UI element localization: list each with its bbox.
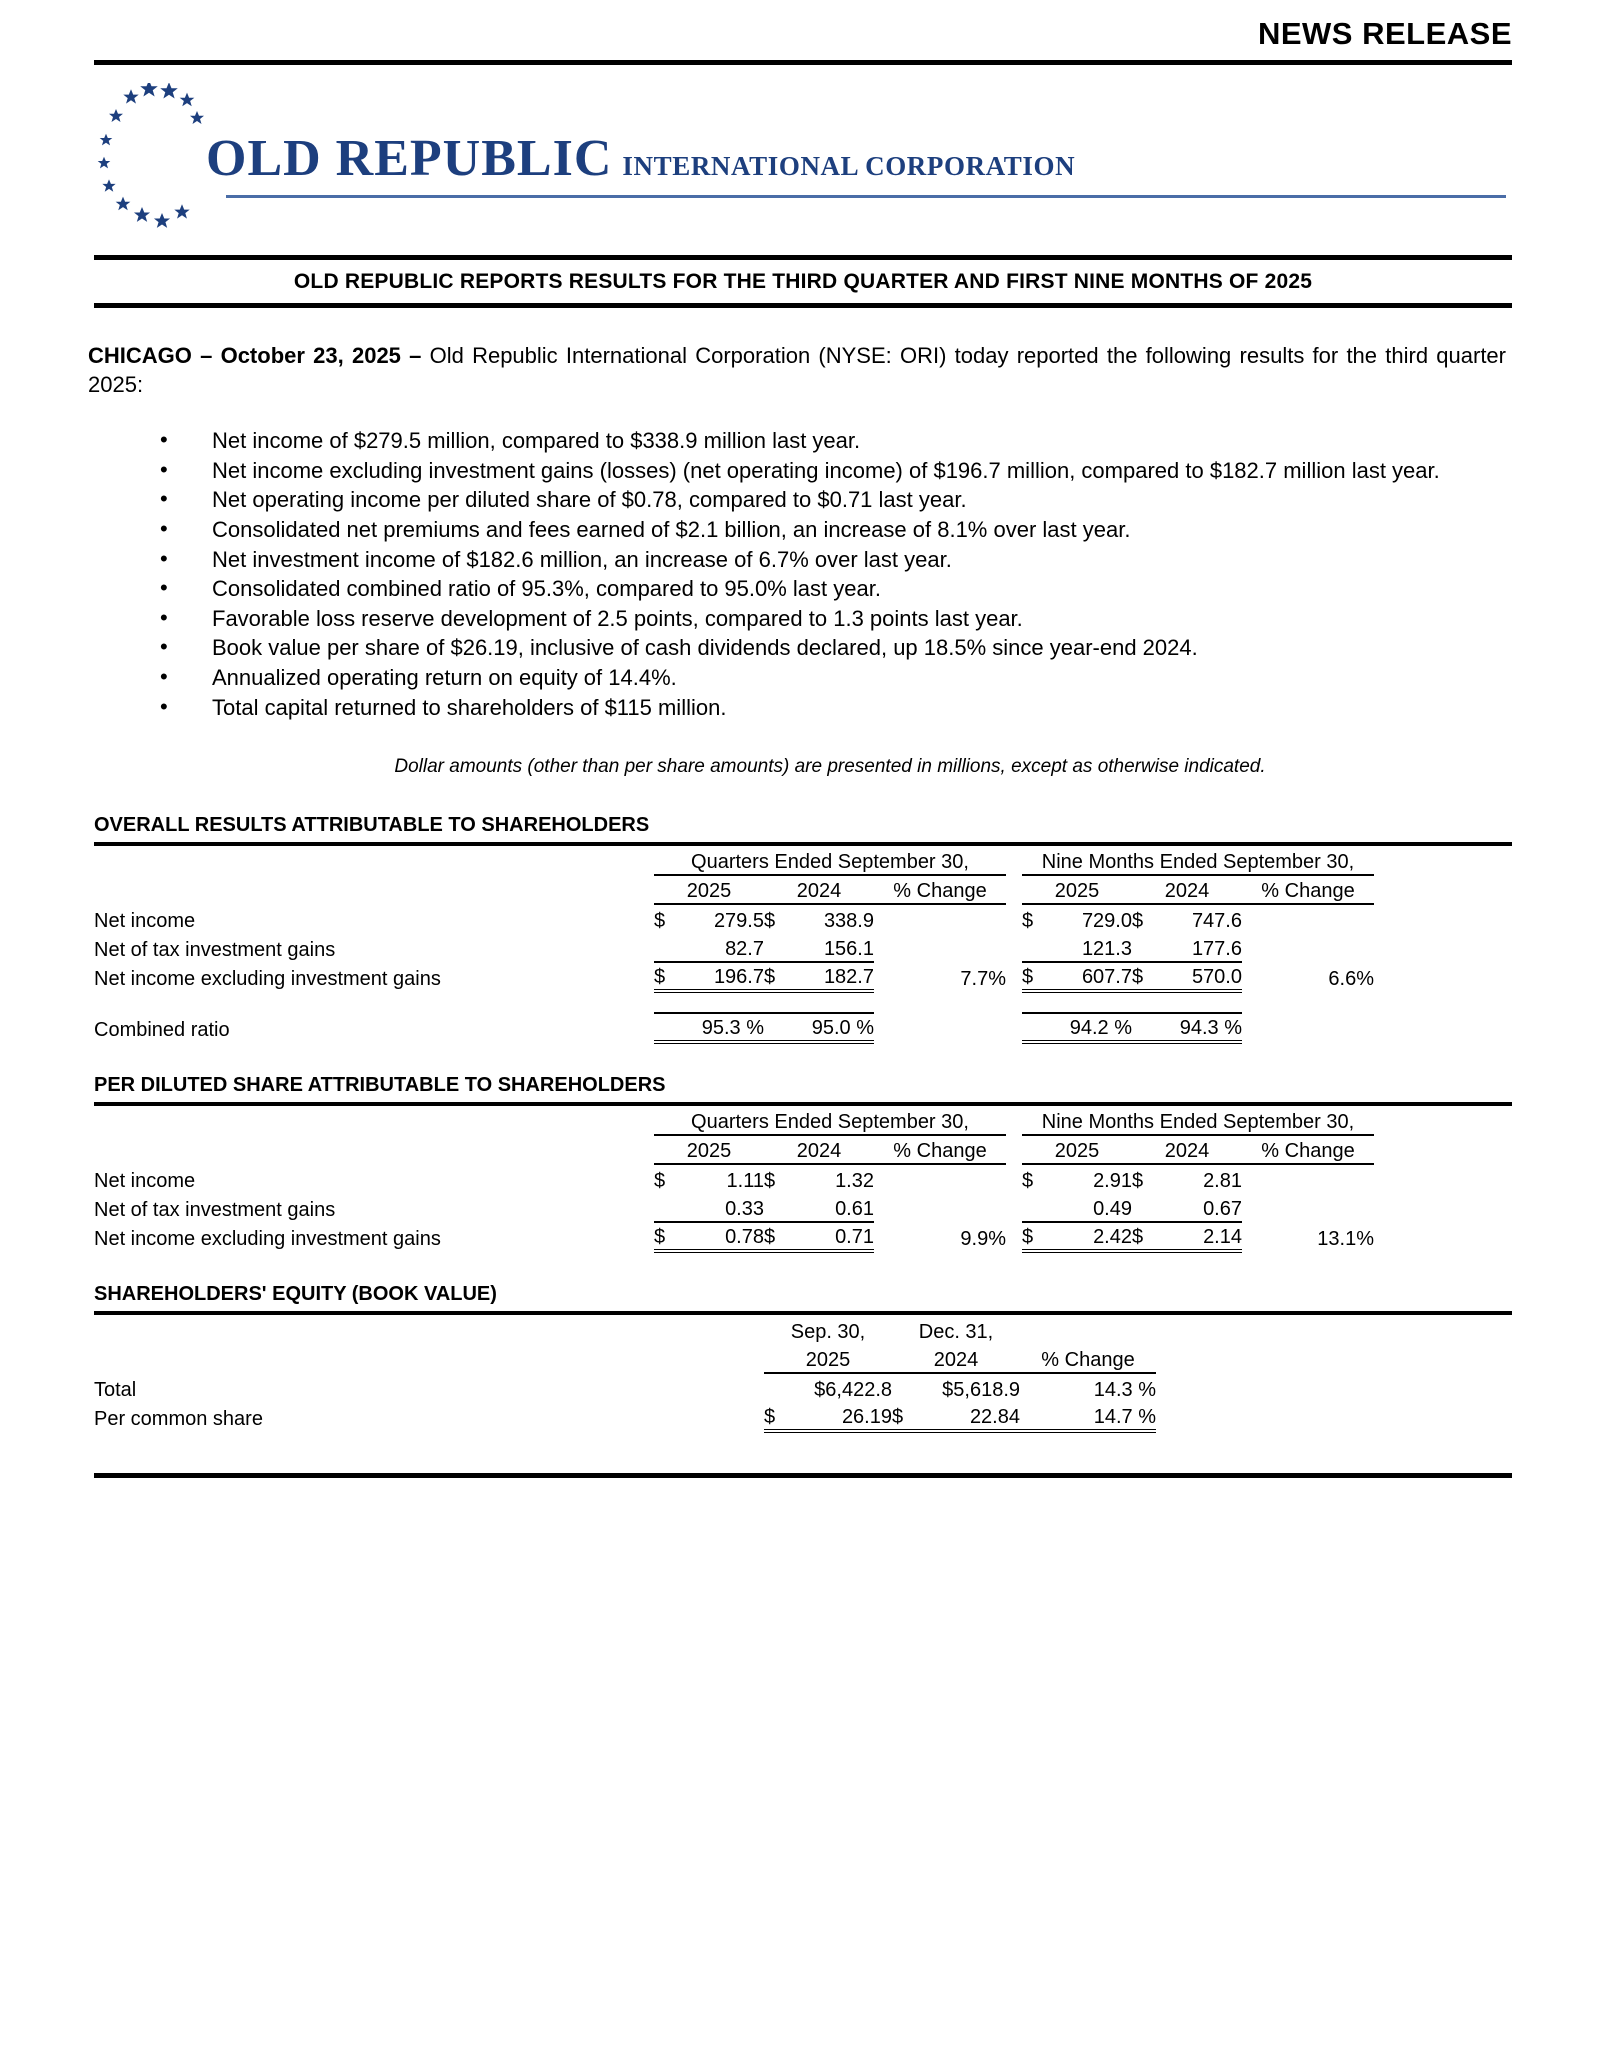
- logo-main-text: OLD REPUBLIC: [206, 130, 613, 187]
- cell-value: 14.7 %: [1020, 1402, 1156, 1431]
- logo-sub-text: INTERNATIONAL CORPORATION: [622, 151, 1076, 181]
- cell-value: 0.61: [835, 1198, 874, 1221]
- logo-wordmark: [206, 129, 1075, 188]
- cell-currency: [654, 1193, 682, 1222]
- cell-value: [1242, 933, 1374, 962]
- cell-value: $5,618.9: [892, 1373, 1020, 1402]
- page-title: OLD REPUBLIC REPORTS RESULTS FOR THE THIRD QUARTER AND FIRST NINE MONTHS OF 2025: [293, 270, 1313, 293]
- col-header-change: % Change: [1020, 1344, 1156, 1373]
- col-header-dec-year: 2024: [892, 1344, 1020, 1373]
- col-header-change-blank: [1020, 1315, 1156, 1344]
- cell-value: [874, 1164, 1006, 1193]
- cell-currency: $: [654, 1164, 682, 1193]
- cell-value: [1242, 1013, 1374, 1042]
- col-header-sep-date: Sep. 30,: [790, 1321, 866, 1344]
- cell-value: 177.6: [1191, 938, 1242, 961]
- table-spacer-row: [94, 991, 1512, 1013]
- cell-currency: $: [654, 904, 682, 933]
- list-item: • Annualized operating return on equity of 14.4%.: [160, 664, 1490, 693]
- highlights-list: [160, 427, 1490, 722]
- cell-value: 2.42: [1050, 1222, 1132, 1251]
- cell-value: [874, 933, 1006, 962]
- list-item: • Favorable loss reserve development of 2.5 points, compared to 1.3 points last year.: [160, 605, 1490, 634]
- section-heading-equity: SHAREHOLDERS' EQUITY (BOOK VALUE): [94, 1283, 497, 1306]
- cell-value: 2.91: [1050, 1164, 1132, 1193]
- row-label: Net of tax investment gains: [94, 1199, 336, 1222]
- col-header-q-2024: 2024: [764, 1135, 874, 1164]
- cell-value: 182.7: [792, 962, 874, 991]
- cell-value: 338.9: [792, 904, 874, 933]
- cell-value: 1.32: [792, 1164, 874, 1193]
- list-item: • Consolidated combined ratio of 95.3%, compared to 95.0% last year.: [160, 575, 1490, 604]
- cell-currency: $: [1132, 1164, 1160, 1193]
- cell-value: [874, 1193, 1006, 1222]
- row-label: Net of tax investment gains: [94, 939, 336, 962]
- table-row: [94, 1222, 1512, 1251]
- cell-value: 570.0: [1160, 962, 1242, 991]
- col-header-q-change: % Change: [874, 1135, 1006, 1164]
- cell-value: 121.3: [1081, 938, 1132, 961]
- cell-currency: $: [764, 962, 792, 991]
- table-column-header-row-line2: [94, 1344, 1512, 1373]
- title-bottom-rule: [94, 303, 1512, 308]
- cell-currency: $: [1132, 962, 1160, 991]
- table-column-header-row: [94, 875, 1512, 904]
- group-header-nine-months: Nine Months Ended September 30,: [1022, 846, 1374, 875]
- cell-currency: [1022, 1193, 1050, 1222]
- table-row: [94, 1193, 1512, 1222]
- col-header-q-2025: 2025: [654, 1135, 764, 1164]
- cell-value: 22.84: [920, 1402, 1020, 1431]
- cell-value: 94.3 %: [1132, 1013, 1242, 1042]
- row-label: Net income: [94, 1170, 196, 1193]
- list-item: • Net income of $279.5 million, compared to $338.9 million last year.: [160, 427, 1490, 456]
- col-header-q-change: % Change: [874, 875, 1006, 904]
- cell-currency: $: [1022, 1222, 1050, 1251]
- cell-value: 82.7: [725, 938, 764, 961]
- footer-divider-rule: [94, 1473, 1512, 1478]
- cell-value: [1242, 1193, 1374, 1222]
- section-heading-per-share: PER DILUTED SHARE ATTRIBUTABLE TO SHAREHOLDERS: [94, 1074, 666, 1097]
- news-release-label: NEWS RELEASE: [1257, 16, 1512, 51]
- cell-value: 95.0 %: [764, 1013, 874, 1042]
- cell-value: 2.81: [1160, 1164, 1242, 1193]
- overall-results-section: [94, 814, 1512, 1044]
- col-header-sep-year: 2025: [764, 1344, 892, 1373]
- col-header-n-2024: 2024: [1132, 875, 1242, 904]
- cell-value: [1242, 1164, 1374, 1193]
- cell-value: 196.7: [682, 962, 764, 991]
- cell-currency: $: [1022, 1164, 1050, 1193]
- units-note: Dollar amounts (other than per share amounts) are presented in millions, except as otherwise indicated.: [394, 756, 1266, 778]
- col-header-n-change: % Change: [1242, 875, 1374, 904]
- table-row: [94, 904, 1512, 933]
- col-header-n-2025: 2025: [1022, 1135, 1132, 1164]
- table-row-combined-ratio: [94, 1013, 1512, 1042]
- circle-of-stars-icon: [94, 83, 224, 233]
- table-column-header-row: [94, 1135, 1512, 1164]
- release-title-band: [94, 255, 1512, 308]
- cell-currency: [1022, 933, 1050, 962]
- cell-value: [1242, 904, 1374, 933]
- col-header-q-2024: 2024: [764, 875, 874, 904]
- cell-currency: $: [764, 1222, 792, 1251]
- list-item: • Net operating income per diluted share of $0.78, compared to $0.71 last year.: [160, 486, 1490, 515]
- cell-value: $6,422.8: [764, 1373, 892, 1402]
- list-item: • Consolidated net premiums and fees earned of $2.1 billion, an increase of 8.1% over last year.: [160, 516, 1490, 545]
- table-group-header-row: [94, 1106, 1512, 1135]
- cell-value: 1.11: [682, 1164, 764, 1193]
- cell-currency: $: [1132, 904, 1160, 933]
- cell-currency: [764, 933, 792, 962]
- col-header-q-2025: 2025: [654, 875, 764, 904]
- group-header-quarters: Quarters Ended September 30,: [654, 846, 1006, 875]
- cell-value: 6.6%: [1328, 968, 1374, 991]
- table-row: [94, 1373, 1512, 1402]
- per-diluted-share-table: [94, 1106, 1512, 1253]
- cell-value: 14.3 %: [1020, 1373, 1156, 1402]
- overall-results-table: [94, 846, 1512, 1044]
- cell-currency: [764, 1193, 792, 1222]
- cell-value: 0.78: [682, 1222, 764, 1251]
- shareholders-equity-section: [94, 1283, 1512, 1433]
- cell-value: 0.33: [725, 1198, 764, 1221]
- cell-currency: $: [654, 1222, 682, 1251]
- row-label: Total: [94, 1379, 137, 1402]
- shareholders-equity-table: [94, 1315, 1512, 1433]
- list-item: • Total capital returned to shareholders of $115 million.: [160, 694, 1490, 723]
- col-header-n-2024: 2024: [1132, 1135, 1242, 1164]
- cell-value: 94.2 %: [1022, 1013, 1132, 1042]
- cell-currency: $: [764, 904, 792, 933]
- cell-currency: $: [1022, 962, 1050, 991]
- cell-currency: $: [1022, 904, 1050, 933]
- cell-value: 7.7%: [960, 968, 1006, 991]
- table-row: [94, 1164, 1512, 1193]
- table-row: [94, 1402, 1512, 1431]
- cell-currency: [1132, 1193, 1160, 1222]
- list-item: • Net investment income of $182.6 million, an increase of 6.7% over last year.: [160, 546, 1490, 575]
- col-header-n-change: % Change: [1242, 1135, 1374, 1164]
- header-divider-rule: [94, 60, 1512, 65]
- group-header-quarters: Quarters Ended September 30,: [654, 1106, 1006, 1135]
- cell-value: 747.6: [1160, 904, 1242, 933]
- group-header-nine-months: Nine Months Ended September 30,: [1022, 1106, 1374, 1135]
- dateline: CHICAGO – October 23, 2025 –: [88, 343, 430, 368]
- cell-currency: $: [764, 1164, 792, 1193]
- list-item: • Net income excluding investment gains (losses) (net operating income) of $196.7 million, compared to $182.7 million last year.: [160, 457, 1490, 486]
- row-label: Net income excluding investment gains: [94, 968, 441, 991]
- row-label: Net income: [94, 910, 196, 933]
- cell-currency: $: [764, 1402, 792, 1431]
- per-diluted-share-section: [94, 1074, 1512, 1253]
- row-label: Per common share: [94, 1408, 263, 1431]
- table-row: [94, 962, 1512, 991]
- cell-value: 0.49: [1093, 1198, 1132, 1221]
- cell-value: 26.19: [792, 1402, 892, 1431]
- table-group-header-row: [94, 846, 1512, 875]
- cell-value: 0.67: [1203, 1198, 1242, 1221]
- intro-body: Old Republic International Corporation (NYSE: ORI) today reported the following results for the third quarter 2025:: [88, 343, 1506, 397]
- list-item: • Book value per share of $26.19, inclusive of cash dividends declared, up 18.5% since year-end 2024.: [160, 634, 1490, 663]
- cell-currency: $: [1132, 1222, 1160, 1251]
- table-row: [94, 933, 1512, 962]
- intro-paragraph: [88, 342, 1506, 399]
- cell-value: [874, 1013, 1006, 1042]
- cell-currency: [1132, 933, 1160, 962]
- col-header-dec-date: Dec. 31,: [918, 1321, 994, 1344]
- news-release-header: [70, 0, 1530, 52]
- logo-underline-rule: [226, 195, 1506, 198]
- table-column-header-row-line1: [94, 1315, 1512, 1344]
- row-label: Combined ratio: [94, 1019, 230, 1042]
- cell-value: [874, 904, 1006, 933]
- cell-value: 13.1%: [1317, 1228, 1374, 1251]
- cell-value: 729.0: [1050, 904, 1132, 933]
- cell-currency: $: [654, 962, 682, 991]
- cell-currency: $: [892, 1402, 920, 1431]
- cell-value: 2.14: [1160, 1222, 1242, 1251]
- cell-value: 279.5: [682, 904, 764, 933]
- cell-value: 95.3 %: [654, 1013, 764, 1042]
- row-label: Net income excluding investment gains: [94, 1228, 441, 1251]
- cell-value: 607.7: [1050, 962, 1132, 991]
- cell-value: 156.1: [823, 938, 874, 961]
- company-logo: [94, 83, 1530, 233]
- cell-value: 9.9%: [960, 1228, 1006, 1251]
- cell-currency: [654, 933, 682, 962]
- section-heading-overall: OVERALL RESULTS ATTRIBUTABLE TO SHAREHOLDERS: [94, 814, 650, 837]
- col-header-n-2025: 2025: [1022, 875, 1132, 904]
- cell-value: 0.71: [792, 1222, 874, 1251]
